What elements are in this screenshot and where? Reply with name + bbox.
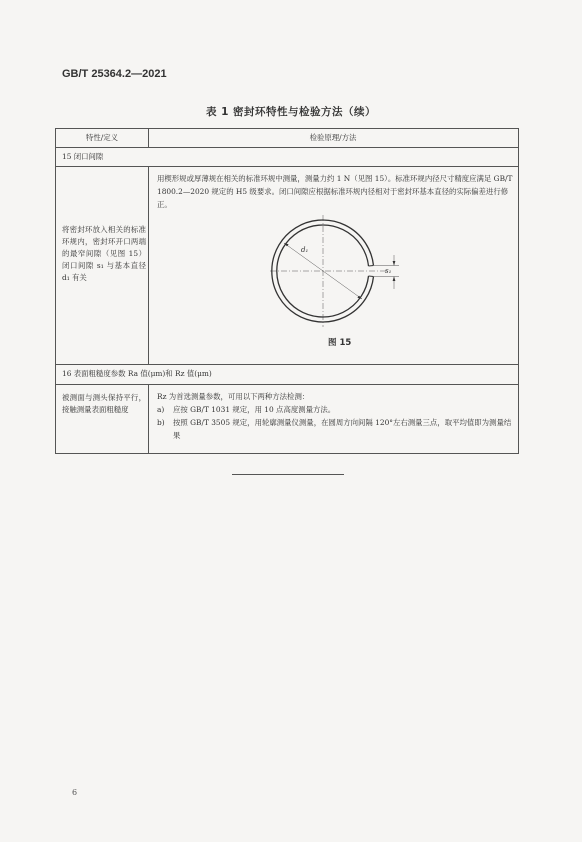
section-heading-15: 15 闭口间隙 bbox=[62, 152, 104, 161]
table-rule bbox=[148, 129, 149, 147]
table-title: 表 1 密封环特性与检验方法（续） bbox=[205, 106, 377, 118]
list-marker: b) bbox=[157, 418, 165, 427]
definition-16: 被测面与测头保持平行，接触测量表面粗糙度 bbox=[62, 393, 146, 414]
list-text: 应按 GB/T 1031 规定，用 10 点高度测量方法。 bbox=[173, 405, 336, 414]
list-text: 按照 GB/T 3505 规定，用轮廓测量仪测量，在圆周方向间隔 120°左右测量三点，取平均值即为测量结果 bbox=[173, 418, 512, 440]
page-number: 6 bbox=[72, 788, 78, 797]
definition-15: 将密封环放入相关的标准环规内，密封环开口两端的最窄间隙（见图 15）闭口间隙 s₁ 与基本直径 d₁ 有关 bbox=[62, 225, 146, 282]
dimension-label-diameter: d₁ bbox=[301, 246, 309, 254]
end-rule bbox=[232, 474, 344, 475]
table-rule bbox=[56, 147, 518, 148]
column-header-definition: 特性/定义 bbox=[85, 133, 119, 142]
dimension-label-gap: s₁ bbox=[385, 267, 392, 275]
characteristics-table bbox=[55, 128, 519, 454]
table-rule bbox=[56, 384, 518, 385]
method-16 bbox=[157, 390, 513, 442]
section-heading-16: 16 表面粗糙度参数 Ra 值(μm)和 Rz 值(μm) bbox=[62, 369, 212, 378]
list-item bbox=[157, 416, 513, 442]
list-marker: a) bbox=[157, 405, 165, 414]
method-15: 用楔形规或厚薄规在相关的标准环规中测量，测量力约 1 N（见图 15）。标准环规内径尺寸精度应满足 GB/T 1800.2—2020 规定的 H5 级要求。闭口间隙应根据标准环规内径相对于密封环基本直径的实际偏差进行修正。 bbox=[157, 174, 513, 209]
column-header-method: 检验原理/方法 bbox=[309, 133, 357, 142]
table-rule bbox=[148, 384, 149, 454]
standard-code: GB/T 25364.2—2021 bbox=[62, 68, 167, 80]
table-rule bbox=[56, 166, 518, 167]
method-16-intro: Rz 为首选测量参数，可用以下两种方法检测： bbox=[157, 392, 310, 401]
table-rule bbox=[148, 166, 149, 364]
list-item bbox=[157, 403, 513, 416]
figure-label: 图 15 bbox=[328, 338, 352, 348]
